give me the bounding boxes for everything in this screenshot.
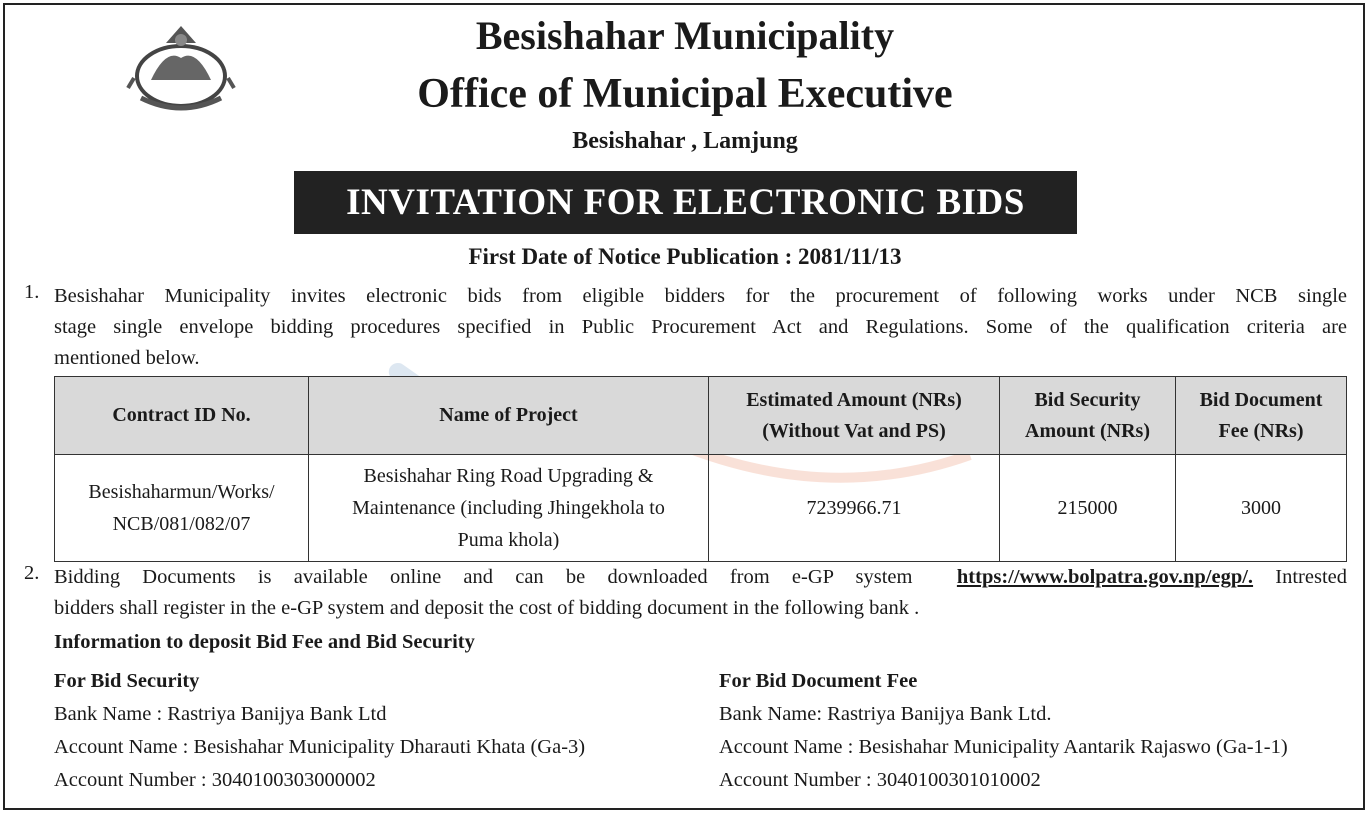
office-name: Office of Municipal Executive — [417, 71, 953, 117]
location: Besishahar , Lamjung — [572, 128, 798, 154]
cell-security: 215000 — [1000, 455, 1176, 562]
cell-contract-id — [55, 455, 309, 562]
fee-account-name: Account Name : Besishahar Municipality Aantarik Rajaswo (Ga-1-1) — [719, 736, 1288, 758]
item2-line1-pre: Bidding Documents is available online and can be downloaded from e-GP system — [54, 566, 913, 588]
title-banner: INVITATION FOR ELECTRONIC BIDS — [294, 171, 1077, 234]
th-project: Name of Project — [309, 377, 709, 455]
item2-line1 — [54, 562, 1347, 593]
item2-line2: bidders shall register in the e-GP system and deposit the cost of bidding document in the following bank . — [54, 597, 920, 619]
security-account-name: Account Name : Besishahar Municipality Dharauti Khata (Ga-3) — [54, 736, 586, 758]
publication-date: First Date of Notice Publication : 2081/11/13 — [468, 244, 902, 269]
cell-fee: 3000 — [1176, 455, 1347, 562]
municipality-name: Besishahar Municipality — [475, 13, 895, 58]
table-header-row — [55, 377, 1347, 455]
th-amount — [709, 377, 1000, 455]
security-heading: For Bid Security — [54, 670, 200, 692]
th-fee-l2: Fee (NRs) — [1218, 419, 1304, 442]
item1-line2: stage single envelope bidding procedures specified in Public Procurement Act and Regulations. Some of the qualification criteria are — [54, 316, 1347, 338]
item2-number: 2. — [24, 562, 40, 584]
item1-line3: mentioned below. — [54, 347, 200, 369]
cell-project-l1: Besishahar Ring Road Upgrading & — [363, 465, 654, 487]
cell-contract-l1: Besishaharmun/Works/ — [88, 481, 275, 503]
th-security-l1: Bid Security — [1034, 388, 1141, 411]
item1-number: 1. — [24, 281, 40, 303]
item2-line1-post: Intrested — [1275, 566, 1347, 588]
contract-table — [54, 376, 1347, 562]
fee-account-number: Account Number : 3040100301010002 — [719, 769, 1041, 791]
security-bank: Bank Name : Rastriya Banijya Bank Ltd — [54, 703, 387, 725]
th-fee-l1: Bid Document — [1199, 388, 1323, 411]
item1-text — [54, 281, 1347, 374]
th-contract-id: Contract ID No. — [55, 377, 309, 455]
egp-link[interactable]: https://www.bolpatra.gov.np/egp/. — [956, 566, 1254, 588]
th-amount-l1: Estimated Amount (NRs) — [746, 388, 962, 411]
cell-project-l3: Puma khola) — [457, 529, 560, 551]
table-row — [55, 455, 1347, 562]
th-fee — [1176, 377, 1347, 455]
item2-text — [54, 562, 1347, 624]
security-account-number: Account Number : 3040100303000002 — [54, 769, 376, 791]
th-amount-l2: (Without Vat and PS) — [762, 419, 946, 442]
cell-project-l2: Maintenance (including Jhingekhola to — [352, 497, 665, 519]
th-security-l2: Amount (NRs) — [1025, 419, 1150, 442]
cell-contract-l2: NCB/081/082/07 — [112, 513, 251, 535]
cell-project — [309, 455, 709, 562]
deposit-title: Information to deposit Bid Fee and Bid Security — [54, 631, 475, 653]
cell-amount: 7239966.71 — [709, 455, 1000, 562]
th-security — [1000, 377, 1176, 455]
fee-heading: For Bid Document Fee — [719, 670, 918, 692]
item1-line1: Besishahar Municipality invites electronic bids from eligible bidders for the procurement of following works under NCB single — [54, 285, 1347, 307]
fee-bank: Bank Name: Rastriya Banijya Bank Ltd. — [719, 703, 1052, 725]
